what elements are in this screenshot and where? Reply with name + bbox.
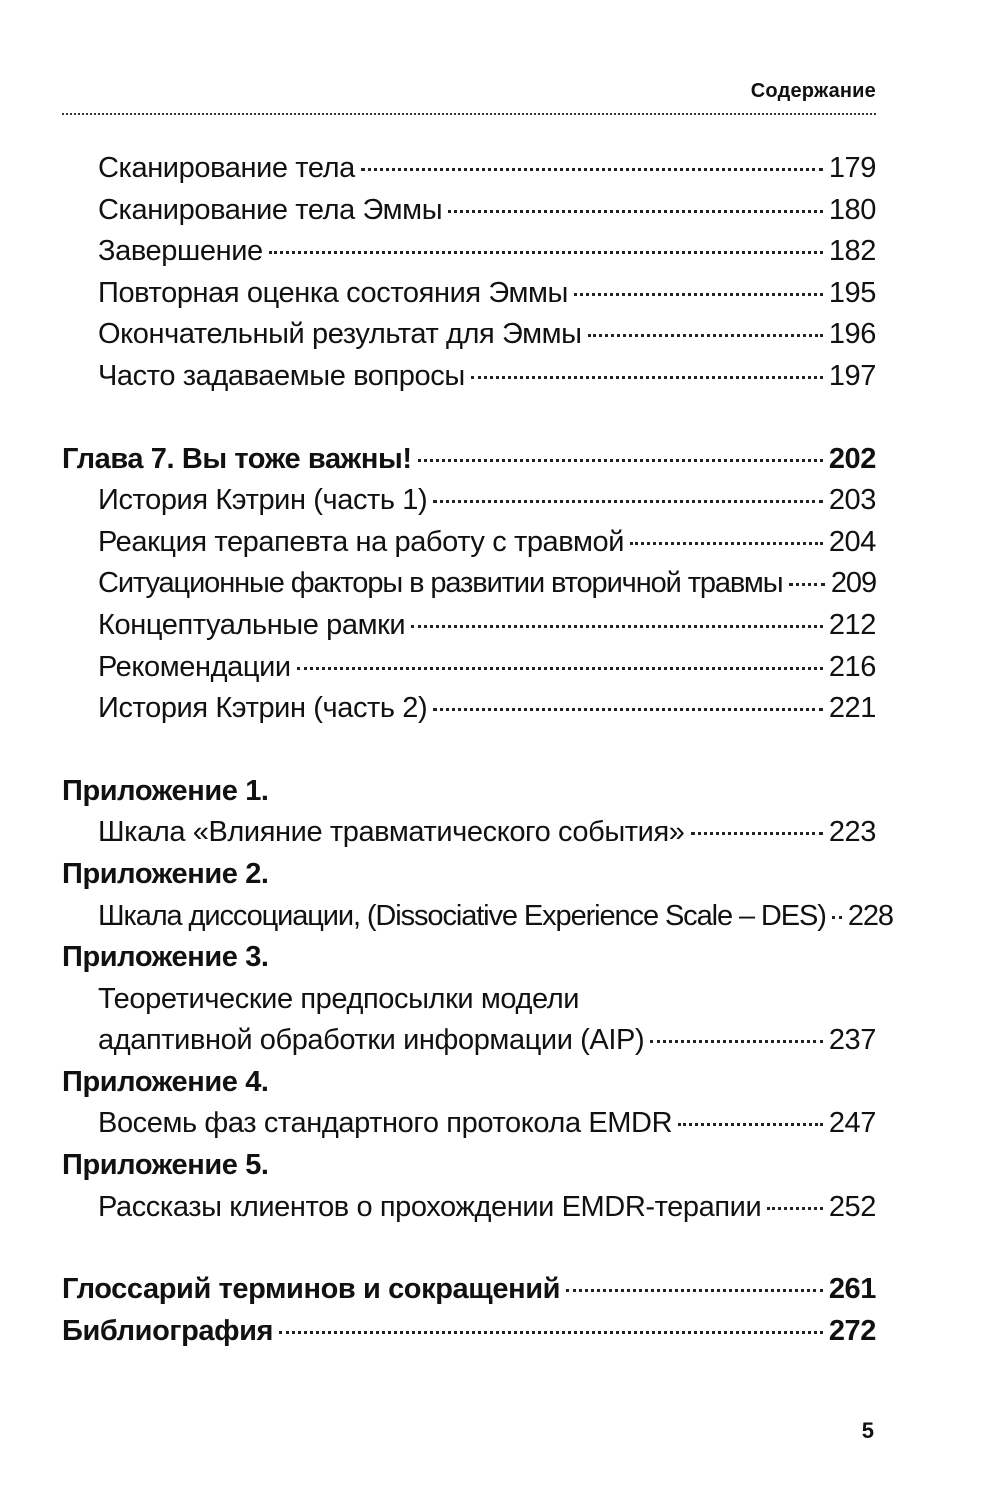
- dot-leader: [297, 667, 823, 670]
- dot-leader: [691, 832, 823, 835]
- dot-leader: [678, 1123, 823, 1126]
- toc-entry-title: Рассказы клиентов о прохождении EMDR-терапии: [98, 1190, 762, 1223]
- dot-leader: [279, 1331, 823, 1334]
- glossary-title: Глоссарий терминов и сокращений: [62, 1273, 561, 1306]
- spacer: [62, 730, 876, 771]
- toc-entry-page: 252: [828, 1190, 876, 1223]
- toc-entry-page: 204: [828, 525, 876, 558]
- toc-entry[interactable]: [62, 522, 876, 564]
- dot-leader: [471, 376, 823, 379]
- dot-leader: [566, 1289, 823, 1292]
- toc-entry-page: 195: [828, 276, 876, 309]
- toc-entry[interactable]: [62, 812, 876, 854]
- toc-entry-page: 182: [828, 235, 876, 268]
- table-of-contents: [62, 148, 893, 1352]
- toc-glossary[interactable]: [62, 1269, 876, 1311]
- toc-entry[interactable]: [62, 647, 876, 689]
- dot-leader: [433, 708, 823, 711]
- dot-leader: [361, 168, 823, 171]
- bibliography-page: 272: [828, 1314, 876, 1347]
- toc-entry[interactable]: [62, 1187, 876, 1229]
- appendix-heading: Приложение 2.: [62, 857, 269, 890]
- toc-entry[interactable]: [62, 148, 876, 190]
- toc-entry-title: Рекомендации: [98, 650, 291, 683]
- toc-entry-title: Шкала «Влияние травматического события»: [98, 816, 685, 849]
- dot-leader: [767, 1207, 823, 1210]
- spacer: [62, 1228, 876, 1269]
- dot-leader: [418, 459, 823, 462]
- running-head: Содержание: [750, 80, 876, 102]
- dot-leader: [411, 625, 823, 628]
- toc-entry-title: Сканирование тела: [98, 152, 355, 184]
- chapter-page: 202: [828, 442, 876, 475]
- toc-entry[interactable]: [62, 314, 876, 356]
- toc-entry[interactable]: [62, 480, 876, 522]
- toc-entry-title: Сканирование тела Эммы: [98, 193, 443, 226]
- toc-entry-page: 247: [828, 1107, 876, 1140]
- toc-entry-page: 180: [828, 193, 876, 226]
- toc-entry-title: Концептуальные рамки: [98, 608, 406, 641]
- toc-entry[interactable]: [62, 356, 876, 398]
- toc-entry-page: 216: [828, 650, 876, 683]
- appendix-heading: Приложение 5.: [62, 1149, 269, 1182]
- dot-leader: [789, 583, 825, 586]
- dot-leader: [630, 542, 823, 545]
- toc-bibliography[interactable]: [62, 1311, 876, 1353]
- toc-entry[interactable]: [62, 896, 893, 938]
- toc-entry-page: 228: [847, 899, 893, 932]
- dot-leader: [448, 210, 823, 213]
- toc-entry[interactable]: [62, 1103, 876, 1145]
- toc-entry-title: История Кэтрин (часть 2): [98, 692, 428, 725]
- toc-entry-page: 237: [828, 1024, 876, 1057]
- toc-entry[interactable]: [62, 563, 876, 605]
- page-number: 5: [861, 1418, 874, 1443]
- toc-entry-page: 221: [828, 692, 876, 725]
- toc-entry-page: 203: [828, 484, 876, 517]
- toc-entry[interactable]: [62, 190, 876, 232]
- toc-entry-page: 223: [828, 816, 876, 849]
- glossary-page: 261: [828, 1273, 876, 1306]
- header-divider: [62, 113, 876, 115]
- toc-entry-title: История Кэтрин (часть 1): [98, 484, 428, 517]
- toc-entry-title: Ситуационные факторы в развитии вторичной травмы: [98, 567, 783, 600]
- toc-entry-title: Восемь фаз стандартного протокола EMDR: [98, 1107, 673, 1140]
- toc-entry-title: адаптивной обработки информации (AIP): [98, 1024, 645, 1057]
- toc-entry-page: 212: [828, 608, 876, 641]
- toc-entry[interactable]: [62, 688, 876, 730]
- dot-leader: [433, 500, 823, 503]
- dot-leader: [650, 1040, 823, 1043]
- appendix-heading: Приложение 4.: [62, 1065, 269, 1098]
- dot-leader: [588, 334, 823, 337]
- toc-entry[interactable]: [62, 273, 876, 315]
- toc-entry-title: Часто задаваемые вопросы: [98, 359, 465, 392]
- appendix-heading: Приложение 1.: [62, 774, 269, 807]
- toc-chapter-7[interactable]: [62, 439, 876, 481]
- toc-entry[interactable]: [62, 231, 876, 273]
- toc-entry-title: Реакция терапевта на работу с травмой: [98, 525, 625, 558]
- dot-leader: [832, 916, 842, 919]
- toc-entry-page: 197: [828, 359, 876, 392]
- toc-entry-title-line: Теоретические предпосылки модели: [98, 982, 580, 1015]
- toc-entry-page: 209: [830, 567, 876, 600]
- toc-entry-title: Шкала диссоциации, (Dissociative Experience Scale – DES): [98, 899, 826, 932]
- spacer: [62, 398, 876, 439]
- toc-entry[interactable]: [62, 1020, 876, 1062]
- appendix-heading: Приложение 3.: [62, 941, 269, 974]
- toc-entry-title: Повторная оценка состояния Эммы: [98, 276, 568, 309]
- toc-entry-page: 196: [828, 318, 876, 351]
- toc-entry-title: Окончательный результат для Эммы: [98, 318, 582, 351]
- toc-entry-title: Завершение: [98, 235, 263, 268]
- bibliography-title: Библиография: [62, 1314, 274, 1347]
- dot-leader: [574, 293, 823, 296]
- dot-leader: [269, 251, 823, 254]
- toc-entry-page: 179: [828, 152, 876, 184]
- chapter-title: Глава 7. Вы тоже важны!: [62, 442, 412, 475]
- toc-entry[interactable]: [62, 605, 876, 647]
